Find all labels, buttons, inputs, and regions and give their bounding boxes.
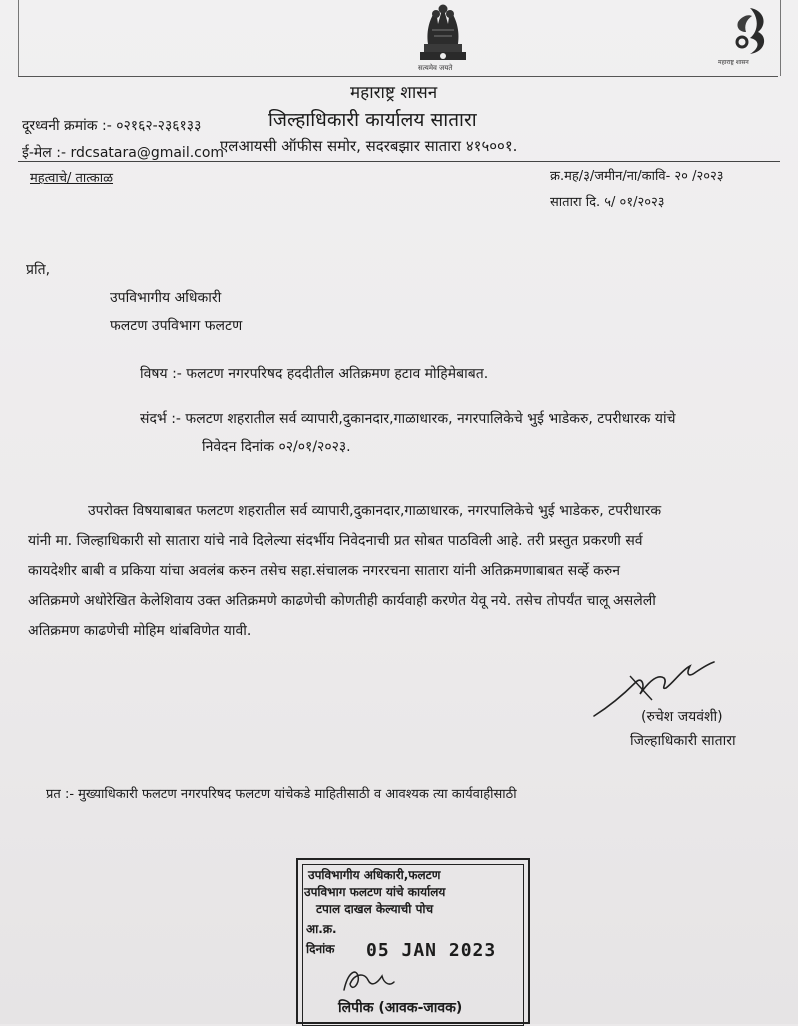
urgency-label: महत्वाचे/ तात्काळ (30, 171, 114, 186)
body-line: उपरोक्त विषयाबाबत फलटण शहरातील सर्व व्यापारी,दुकानदार,गाळाधारक, नगरपालिकेचे भुई भाडेकरु, टपरीधारक (88, 503, 662, 519)
email-address: ई-मेल :- rdcsatara@gmail.com (22, 145, 225, 161)
copy-to-line: प्रत :- मुख्याधिकारी फलटण नगरपरिषद फलटण यांचेकडे माहितीसाठी व आवश्यक त्या कार्यवाहीसाठी (46, 787, 517, 802)
letter-body (28, 496, 790, 646)
phone-number: दूरध्वनी क्रमांक :- ०२१६२-२३६१३३ (22, 118, 202, 134)
signatory-title: जिल्हाधिकारी सातारा (630, 733, 736, 749)
reference-line-2: निवेदन दिनांक ०२/०१/२०२३. (202, 439, 351, 455)
subject-line: विषय :- फलटण नगरपरिषद हददीतील अतिक्रमण हटाव मोहिमेबाबत. (140, 366, 489, 382)
body-line: कायदेशीर बाबी व प्रकिया यांचा अवलंब करुन तसेच सहा.संचालक नगररचना सातारा यांनी अतिक्रमणाबाबत सर्व्हे करुन (28, 563, 621, 579)
receipt-stamp (296, 858, 530, 1024)
letter-date: सातारा दि. ५/ ०१/२०२३ (550, 195, 665, 210)
department-logo-icon (720, 2, 780, 62)
body-line: यांनी मा. जिल्हाधिकारी सो सातारा यांचे नावे दिलेल्या संदर्भीय निवेदनाची प्रत सोबत पाठविली आहे. तरी प्रस्तुत प्रकरणी सर्व (28, 533, 643, 549)
recipient-line-2: फलटण उपविभाग फलटण (110, 318, 243, 334)
reference-line-1: संदर्भ :- फलटण शहरातील सर्व व्यापारी,दुकानदार,गाळाधारक, नगरपालिकेचे भुई भाडेकरु, टपरीधारक यांचे (140, 411, 676, 427)
stamp-line-1: उपविभागीय अधिकारी,फलटण (308, 868, 441, 882)
office-address: एलआयसी ऑफीस समोर, सदरबझार सातारा ४१५००१. (220, 137, 518, 155)
reference-number: क्र.मह/३/जमीन/ना/कावि- २० /२०२३ (550, 169, 724, 184)
government-title: महाराष्ट्र शासन (350, 83, 438, 103)
emblem-caption: सत्यमेव जयते (418, 64, 453, 72)
national-emblem-icon (412, 0, 474, 70)
logo-caption: महाराष्ट्र शासन (718, 59, 749, 66)
stamp-date-label: दिनांक (306, 942, 335, 956)
signatory-name: (रुचेश जयवंशी) (641, 709, 723, 725)
stamp-line-2: उपविभाग फलटण यांचे कार्यालय (304, 885, 446, 899)
office-title: जिल्हाधिकारी कार्यालय सातारा (268, 109, 477, 131)
address-divider (18, 161, 780, 162)
body-line: अतिक्रमणे अधोरेखित केलेशिवाय उक्त अतिक्रमणे काढणेची कोणतीही कार्यवाही करणेत येवू नये. तसेच तोपर्यंत चालू असलेली (28, 593, 656, 609)
body-line: अतिक्रमण काढणेची मोहिम थांबविणेत यावी. (28, 623, 252, 639)
header-left-border (18, 0, 19, 76)
recipient-line-1: उपविभागीय अधिकारी (110, 290, 222, 306)
stamp-initials-signature (338, 964, 398, 998)
recipient-label: प्रति, (26, 262, 51, 278)
header-right-border (780, 0, 781, 76)
stamp-clerk-label: लिपीक (आवक-जावक) (338, 1000, 463, 1016)
stamp-inward-no-label: आ.क्र. (306, 922, 337, 936)
header-divider (18, 76, 778, 77)
stamp-date-value: 05 JAN 2023 (366, 940, 497, 961)
stamp-line-3: टपाल दाखल केल्याची पोच (316, 902, 434, 916)
